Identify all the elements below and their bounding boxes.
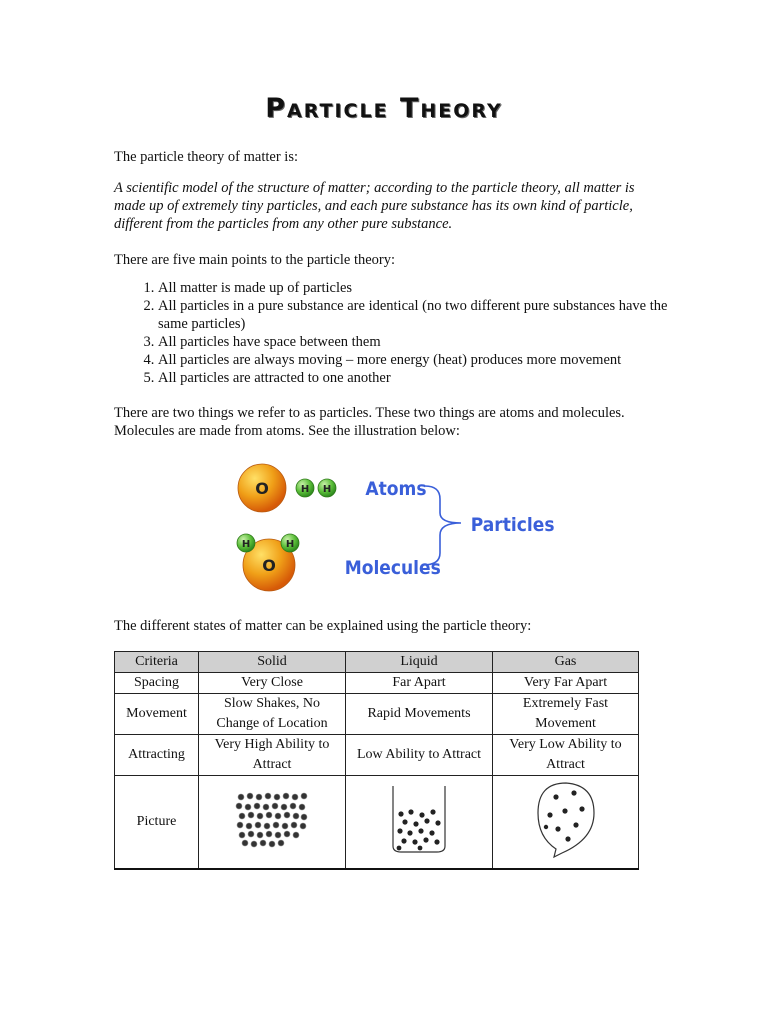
header-cell: Criteria bbox=[115, 652, 199, 673]
table-cell: Far Apart bbox=[346, 673, 493, 694]
header-cell: Solid bbox=[199, 652, 346, 673]
table-cell: Slow Shakes, No Change of Location bbox=[199, 694, 346, 735]
svg-text:H: H bbox=[322, 484, 332, 495]
table-cell: Very Close bbox=[199, 673, 346, 694]
hydrogen-atom-icon bbox=[296, 479, 314, 497]
list-item: 3. All particles have space between them bbox=[158, 333, 698, 351]
table-cell bbox=[493, 776, 639, 870]
table-cell: Picture bbox=[115, 776, 199, 870]
table-cell: Spacing bbox=[115, 673, 199, 694]
states-intro-text: The different states of matter can be explained using the particle theory: bbox=[114, 618, 532, 634]
svg-text:H: H bbox=[285, 539, 295, 550]
table-row bbox=[115, 694, 639, 735]
intro-text: The particle theory of matter is: bbox=[114, 149, 298, 165]
atoms-label: Atoms bbox=[365, 478, 427, 501]
list-item: 5. All particles are attracted to one another bbox=[158, 369, 698, 387]
definition-text: A scientific model of the structure of matter; according to the particle theory, all matter is made up of extremely tiny particles, and each pure substance has its own kind of particle, different from the particles from any other pure substance. bbox=[114, 180, 635, 232]
table-cell: Rapid Movements bbox=[346, 694, 493, 735]
table-header-row bbox=[115, 652, 639, 673]
table-cell: Very Far Apart bbox=[493, 673, 639, 694]
svg-text:O: O bbox=[255, 479, 269, 498]
header-cell: Gas bbox=[493, 652, 639, 673]
points-intro-text: There are five main points to the particle theory: bbox=[114, 252, 396, 268]
gas-balloon-icon bbox=[532, 779, 600, 859]
list-item: 1. All matter is made up of particles bbox=[158, 279, 698, 297]
water-molecule-icon bbox=[237, 534, 299, 591]
list-item: 2. All particles in a pure substance are identical (no two different pure substances have the same particles) bbox=[158, 297, 698, 333]
table-cell: Movement bbox=[115, 694, 199, 735]
molecules-label: Molecules bbox=[344, 557, 441, 580]
oxygen-atom-icon bbox=[238, 464, 286, 512]
table-row bbox=[115, 673, 639, 694]
solid-particles-icon bbox=[233, 789, 311, 849]
svg-text:H: H bbox=[241, 539, 251, 550]
points-list bbox=[114, 279, 698, 387]
table-row bbox=[115, 776, 639, 870]
table-cell: Very Low Ability to Attract bbox=[493, 735, 639, 776]
brace-icon bbox=[423, 486, 461, 565]
particles-label: Particles bbox=[470, 514, 555, 537]
table-cell: Low Ability to Attract bbox=[346, 735, 493, 776]
table-cell: Attracting bbox=[115, 735, 199, 776]
table-row bbox=[115, 735, 639, 776]
table-cell bbox=[199, 776, 346, 870]
list-item: 4. All particles are always moving – more energy (heat) produces more movement bbox=[158, 351, 698, 369]
header-cell: Liquid bbox=[346, 652, 493, 673]
table-cell: Extremely Fast Movement bbox=[493, 694, 639, 735]
particles-paragraph: There are two things we refer to as particles. These two things are atoms and molecules. Molecules are made from atoms. See the illustration below: bbox=[114, 405, 625, 439]
svg-text:H: H bbox=[300, 484, 310, 495]
svg-text:O: O bbox=[262, 556, 276, 575]
states-of-matter-table bbox=[114, 651, 639, 870]
table-cell bbox=[346, 776, 493, 870]
table-cell: Very High Ability to Attract bbox=[199, 735, 346, 776]
liquid-container-icon bbox=[389, 784, 449, 854]
atoms-molecules-illustration bbox=[225, 455, 555, 595]
page-title: Particle Theory bbox=[265, 93, 503, 124]
hydrogen-atom-icon bbox=[318, 479, 336, 497]
